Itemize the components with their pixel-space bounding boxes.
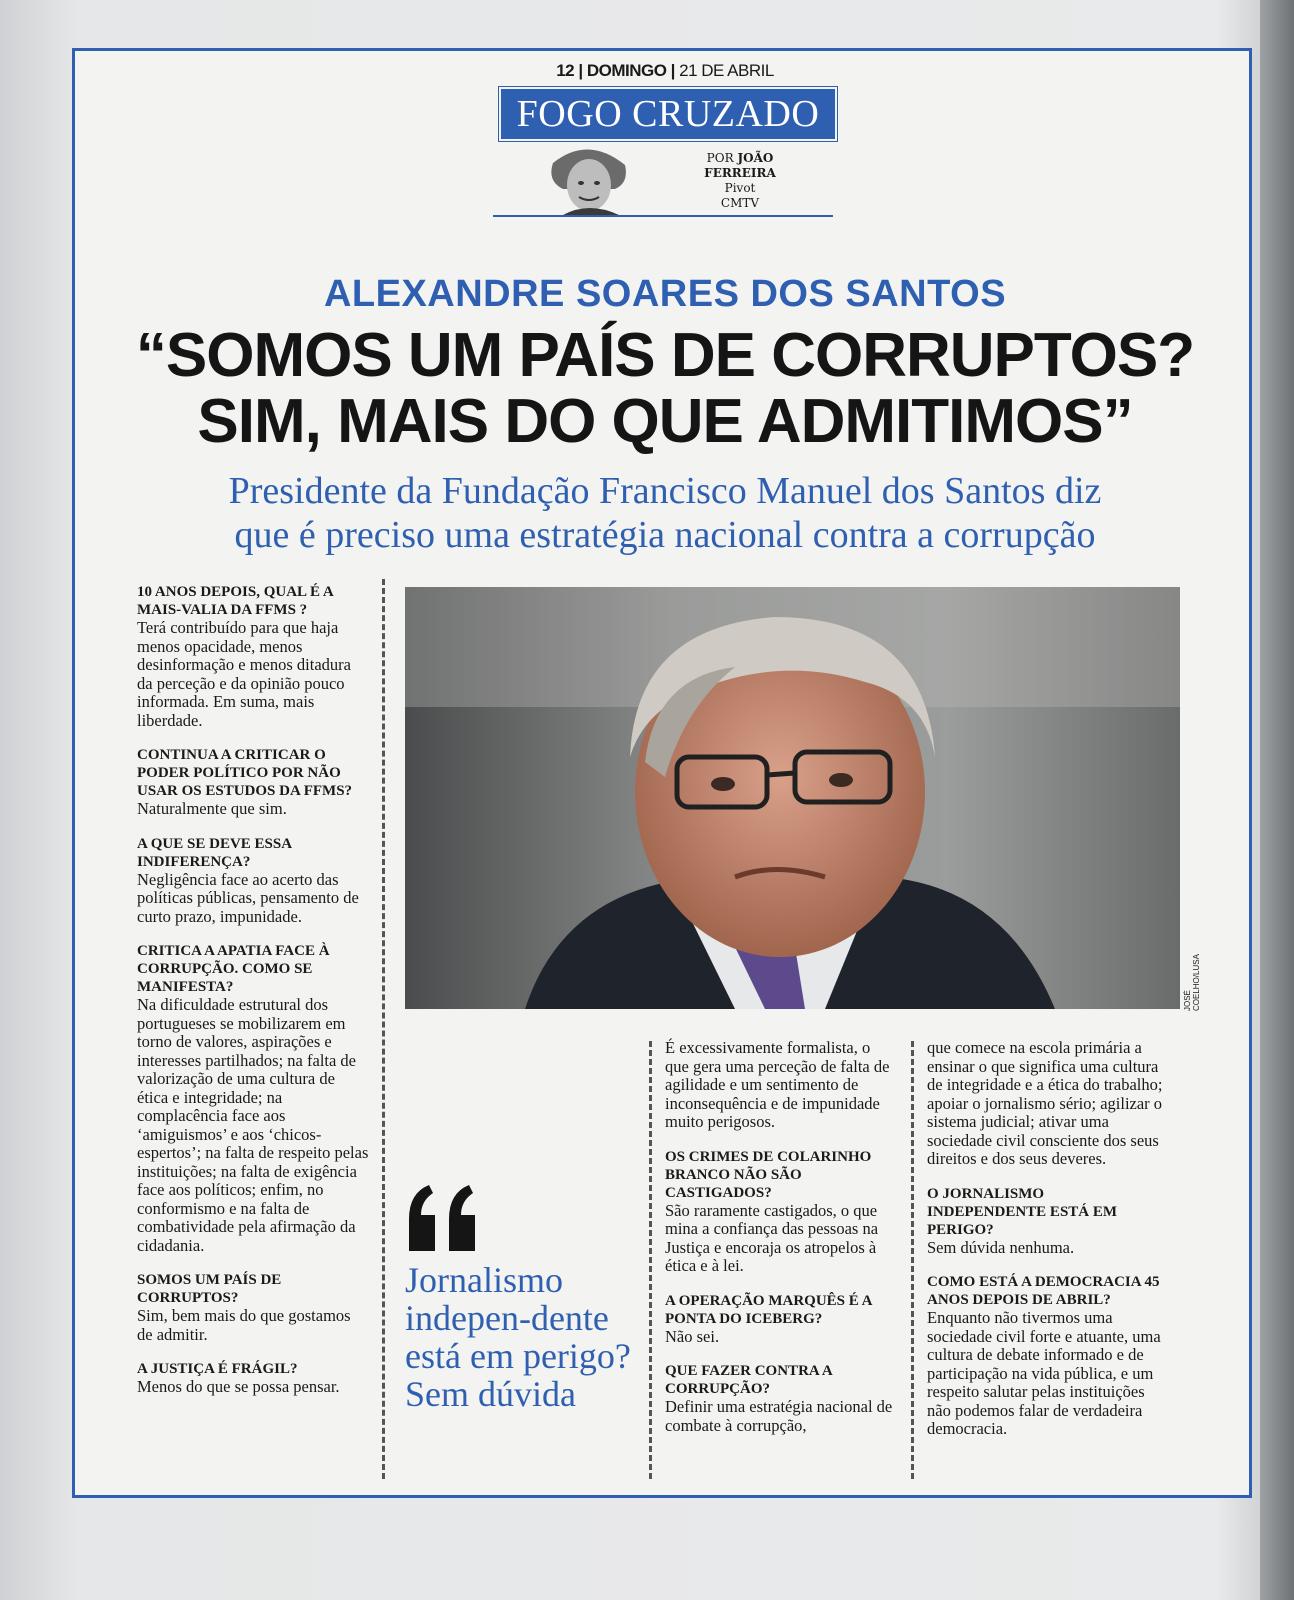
question: 10 ANOS DEPOIS, QUAL É A MAIS-VALIA DA FFMS ? [137, 584, 333, 618]
answer: Na dificuldade estrutural dos portugueses se mobilizarem em torno de valores, aspirações e interesses partilhados; na falta de valorização de uma cultura de ética e integridade; na complacência face aos ‘amiguismos’ e aos ‘chicos-espertos’; na falta de respeito pelas instituições; na falta de exigência face aos políticos; enfim, no conformismo e na falta de combatividade pela afirmação da cidadania. [137, 995, 369, 1255]
pull-quote: Jornalismo indepen-dente está em perigo? Sem dúvida [405, 1260, 631, 1414]
column-divider [382, 579, 385, 1479]
photo-credit: JOSÉ COELHO/LUSA [1183, 954, 1201, 1011]
column-divider [911, 1041, 914, 1479]
author-role: Pivot [724, 181, 756, 195]
portrait-photo [405, 587, 1180, 1009]
question: A QUE SE DEVE ESSA INDIFERENÇA? [137, 835, 292, 870]
day-label: DOMINGO [586, 61, 667, 80]
question: QUE FAZER CONTRA A CORRUPÇÃO? [665, 1363, 832, 1397]
question: SOMOS UM PAÍS DE CORRUPTOS? [137, 1272, 282, 1306]
question: CONTINUA A CRITICAR O PODER POLÍTICO POR NÃO USAR OS ESTUDOS DA FFMS? [137, 747, 353, 799]
answer: Enquanto não tivermos uma sociedade civil forte e atuante, uma cultura de debate informado e de participação na vida pública, e um respeito salutar pelas instituições não podemos falar de verdadeira democracia. [927, 1308, 1161, 1438]
answer: que comece na escola primária a ensinar o que significa uma cultura de integridade e a ética do trabalho; apoiar o jornalismo sério; agilizar o sistema judicial; ativar uma sociedade civil consciente dos seus direitos e dos seus deveres. [927, 1038, 1163, 1168]
answer: Menos do que se possa pensar. [137, 1377, 340, 1396]
question: A JUSTIÇA É FRÁGIL? [137, 1361, 298, 1377]
page-number: 12 [556, 61, 575, 80]
headline-line-2: SIM, MAIS DO QUE ADMITIMOS” [197, 387, 1133, 456]
author-portrait [533, 143, 643, 215]
answer: São raramente castigados, o que mina a confiança das pessoas na Justiça e encoraja os atropelos à ética e à lei. [665, 1200, 879, 1275]
question: A OPERAÇÃO MARQUÊS É A PONTA DO ICEBERG? [665, 1292, 872, 1327]
answer: Terá contribuído para que haja menos opacidade, menos desinformação e menos ditadura da perceção e da opinião pouco informada. Em suma, mais liberdade. [137, 618, 351, 730]
question: COMO ESTÁ A DEMOCRACIA 45 ANOS DEPOIS DE ABRIL? [927, 1274, 1160, 1308]
column-divider [649, 1041, 652, 1479]
answer: Negligência face ao acerto das políticas públicas, pensamento de curto prazo, impunidade. [137, 869, 359, 926]
answer: Naturalmente que sim. [137, 799, 287, 818]
dateline: 12 | DOMINGO | 21 DE ABRIL [556, 61, 774, 80]
deck-line-2: que é preciso uma estratégia nacional contra a corrupção [234, 514, 1096, 556]
answer: Sim, bem mais do que gostamos de admitir. [137, 1306, 351, 1344]
qa-column-4 [927, 1039, 1163, 1455]
qa-column-3 [665, 1039, 897, 1451]
quote-mark-icon [405, 1181, 485, 1251]
answer: Definir uma estratégia nacional de combate à corrupção, [665, 1397, 893, 1435]
page-edge [1260, 0, 1294, 1600]
article-headline [75, 323, 1255, 455]
question: CRITICA A APATIA FACE À CORRUPÇÃO. COMO SE MANIFESTA? [137, 943, 330, 995]
article-frame [72, 48, 1252, 1498]
answer: Sem dúvida nenhuma. [927, 1237, 1075, 1257]
answer: Não sei. [665, 1326, 720, 1346]
headline-line-1: “SOMOS UM PAÍS DE CORRUPTOS? [135, 321, 1195, 390]
qa-column-1 [137, 583, 369, 1413]
author-channel: CMTV [720, 196, 760, 210]
byline [685, 151, 795, 211]
author-first-name: JOÃO [737, 151, 774, 165]
question: OS CRIMES DE COLARINHO BRANCO NÃO SÃO CASTIGADOS? [665, 1148, 872, 1201]
byline-prefix: POR [706, 151, 734, 165]
article-deck [95, 469, 1235, 557]
answer: É excessivamente formalista, o que gera uma perceção de falta de agilidade e um sentimento de inconsequência e de impunidade muito perigosos. [665, 1038, 890, 1131]
author-last-name: FERREIRA [704, 166, 776, 180]
header-rule [493, 215, 833, 217]
section-title: FOGO CRUZADO [503, 91, 833, 137]
question: O JORNALISMO INDEPENDENTE ESTÁ EM PERIGO? [927, 1185, 1118, 1238]
date-label: 21 DE ABRIL [679, 61, 774, 80]
article-kicker: ALEXANDRE SOARES DOS SANTOS [323, 273, 1007, 315]
deck-line-1: Presidente da Fundação Francisco Manuel dos Santos diz [228, 470, 1102, 512]
